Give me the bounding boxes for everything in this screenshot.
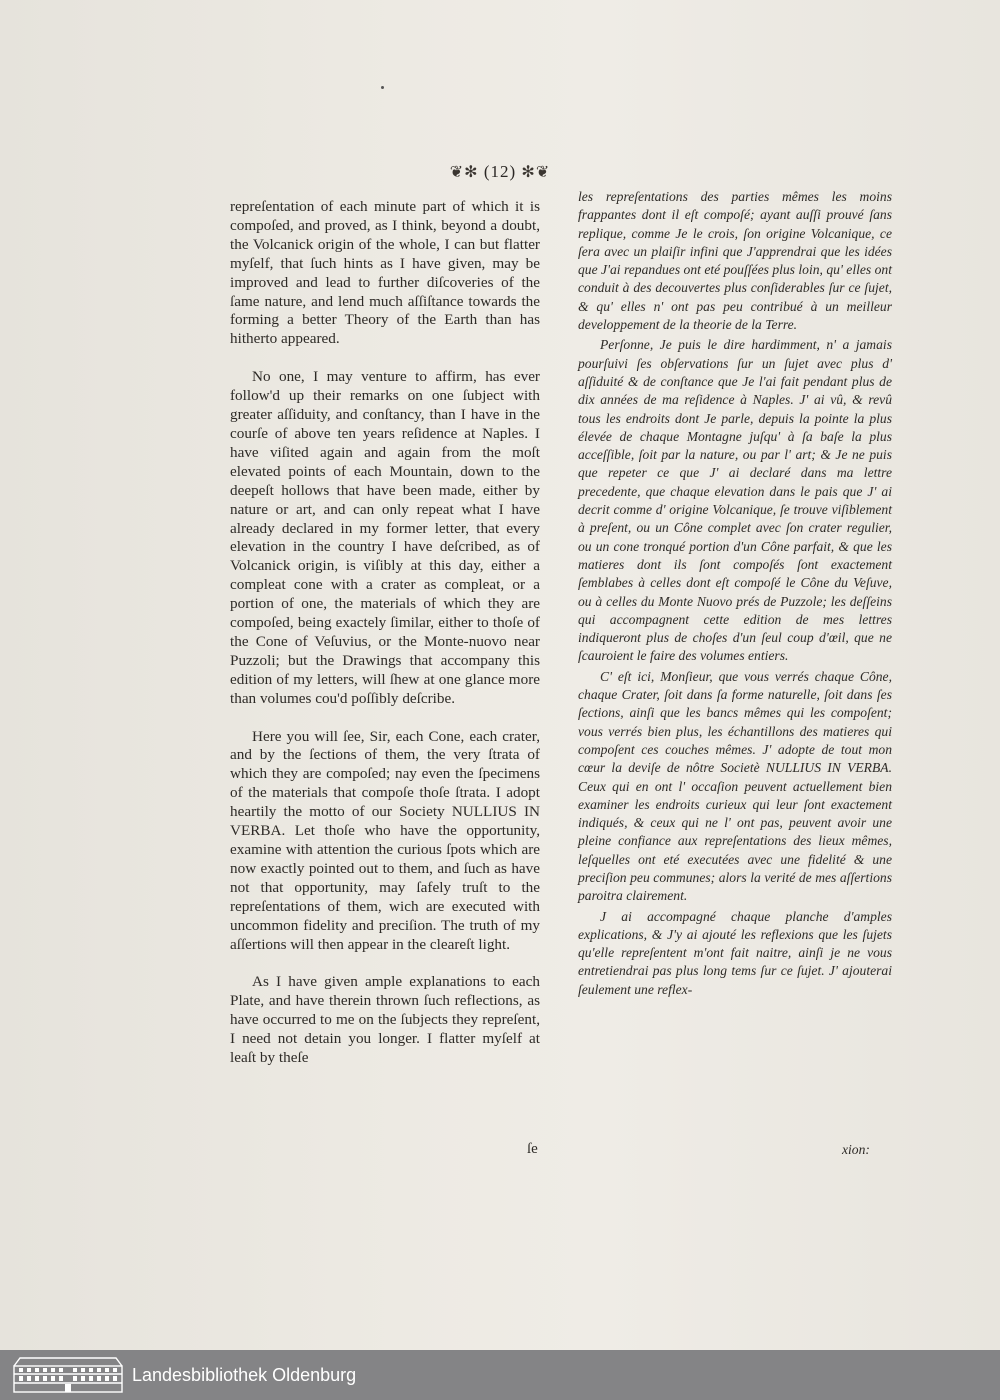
french-paragraph: J ai accompagné chaque planche d'amples explications, & J'y ai ajouté les reflexions que les ſujets qu'elle repreſentent m'ont fait naitre, ainſi je ne vous entretiendrai pas plus long tems ſur ce ſujet. J' ajouterai ſeulement une reflex- xyxy=(578,908,892,997)
library-name: Landesbibliothek Oldenburg xyxy=(132,1364,357,1385)
french-column xyxy=(578,188,892,1001)
english-column xyxy=(230,198,540,1087)
footer-bar xyxy=(0,1350,1000,1400)
page-number: (12) xyxy=(483,162,517,181)
page-header xyxy=(0,162,1000,182)
fleuron-right-icon: ✻❦ xyxy=(521,164,551,181)
french-paragraph: les repreſentations des parties mêmes les moins frappantes dont il eſt compoſé; ayant auſſi prouvé ſans replique, comme Je le crois, ſon origine Volcanique, ce ſera avec un plaiſir infini que J'apprendrai que les idées que J'ai repandues ont eté pouſſées plus loin, qu' elles ont conduit à des decouvertes plus conſiderables ſur ce ſujet, & qu' elles n' ont pas peu contribué à un meilleur developpement de la theorie de la Terre. xyxy=(578,189,892,333)
catchword-right: xion: xyxy=(842,1142,870,1157)
ink-speck xyxy=(381,86,384,89)
english-paragraph: repreſentation of each minute part of which it is compoſed, and proved, as I think, beyond a doubt, the Volcanick origin of the whole, I can but flatter myſelf, that ſuch hints as I have given, may be improved and lead to further diſcoveries of the ſame nature, and lend much aſſiſtance towards the forming a better Theory of the Earth than has hitherto appeared. xyxy=(230,198,540,348)
catchword-left: ſe xyxy=(527,1141,538,1157)
french-paragraph: C' eſt ici, Monſieur, que vous verrés chaque Cône, chaque Crater, ſoit dans ſa forme naturelle, ſoit dans ſes ſections, ainſi que les bancs mêmes qui les compoſent; vous verrés bien plus, les échantillons des matieres qui compoſent ces couches mêmes. J' adopte de tout mon cœur la deviſe de nôtre Societè NULLIUS IN VERBA. Ceux qui en ont l' occaſion peuvent actuellement bien examiner les endroits curieux qui leur ſont exactement indiqués, & ceux qui ne l' ont pas, peuvent avoir une pleine confiance aux repreſentations des lieux mêmes, leſquelles ont eté executées avec une fidelité & une preciſion peu communes; alors la verité de mes aſſertions paroitra clairement. xyxy=(578,668,892,904)
library-building-logo-icon xyxy=(10,1356,126,1394)
english-paragraph: No one, I may venture to affirm, has ever follow'd up their remarks on one ſubject with greater aſſiduity, and conſtancy, than I have in the courſe of above ten years reſidence at Naples. I have viſited again and again from the moſt elevated points of each Mountain, down to the deepeſt hollows that have been made, either by nature or art, and can only repeat what I have already declared in my former letter, that every elevation in the country I have deſcribed, as of Volcanick origin, is viſibly at this day, either a compleat cone with a crater as compleat, or a portion of one, the materials of which they are compoſed, being exactely ſimilar, either to thoſe of the Cone of Veſuvius, or the Monte-nuovo near Puzzoli; but the Drawings that accompany this edition of my letters, will ſhew at one glance more than volumes cou'd poſſibly deſcribe. xyxy=(230,368,540,707)
fleuron-left-icon: ❦✻ xyxy=(449,164,479,181)
french-paragraph: Perſonne, Je puis le dire hardimment, n' a jamais pourſuivi ſes obſervations ſur un ſujet avec plus d' aſſiduité & de conſtance que Je l'ai fait pendant plus de dix années de ma reſidence à Naples. J' ai vû, & revû tous les endroits dont Je parle, depuis la pointe la plus élevée de chaque Montagne juſqu' à ſa baſe la plus acceſſible, ſoit par la nature, ou par l' art; & Je ne puis que repeter ce que J' ai declaré dans ma lettre precedente, que chaque elevation dans le pais que J' ai decrit comme d' origine Volcanique, ſe trouve viſiblement à preſent, ou un Cône complet avec ſon crater regulier, ou un cone tronqué portion d'un Cône parfait, & que les matieres dont ils ſont compoſés ſont exactement ſemblabes à celles dont eſt compoſé le Cône du Veſuve, ou à celles du Monte Nuovo prés de Puzzole; les deſſeins qui accompagnent cette edition de mes lettres indiqueront plus de choſes d'un ſeul coup d'œil, que ne ſcauroient le faire des volumes entiers. xyxy=(578,337,892,664)
english-paragraph: As I have given ample explanations to each Plate, and have therein thrown ſuch reflections, as have occurred to me on the ſubjects they repreſent, I need not detain you longer. I flatter myſelf at leaſt by theſe xyxy=(230,973,540,1067)
english-paragraph: Here you will ſee, Sir, each Cone, each crater, and by the ſections of them, the very ſtrata of which they are compoſed; nay even the ſpecimens of the materials that compoſe thoſe ſtrata. I adopt heartily the motto of our Society NULLIUS IN VERBA. Let thoſe who have the opportunity, examine with attention the curious ſpots which are now exactly pointed out to them, and ſuch as have not that opportunity, may ſafely truſt to the repreſentations of them, wich are executed with uncommon fidelity and preciſion. The truth of my aſſertions will then appear in the cleareſt light. xyxy=(230,727,540,953)
